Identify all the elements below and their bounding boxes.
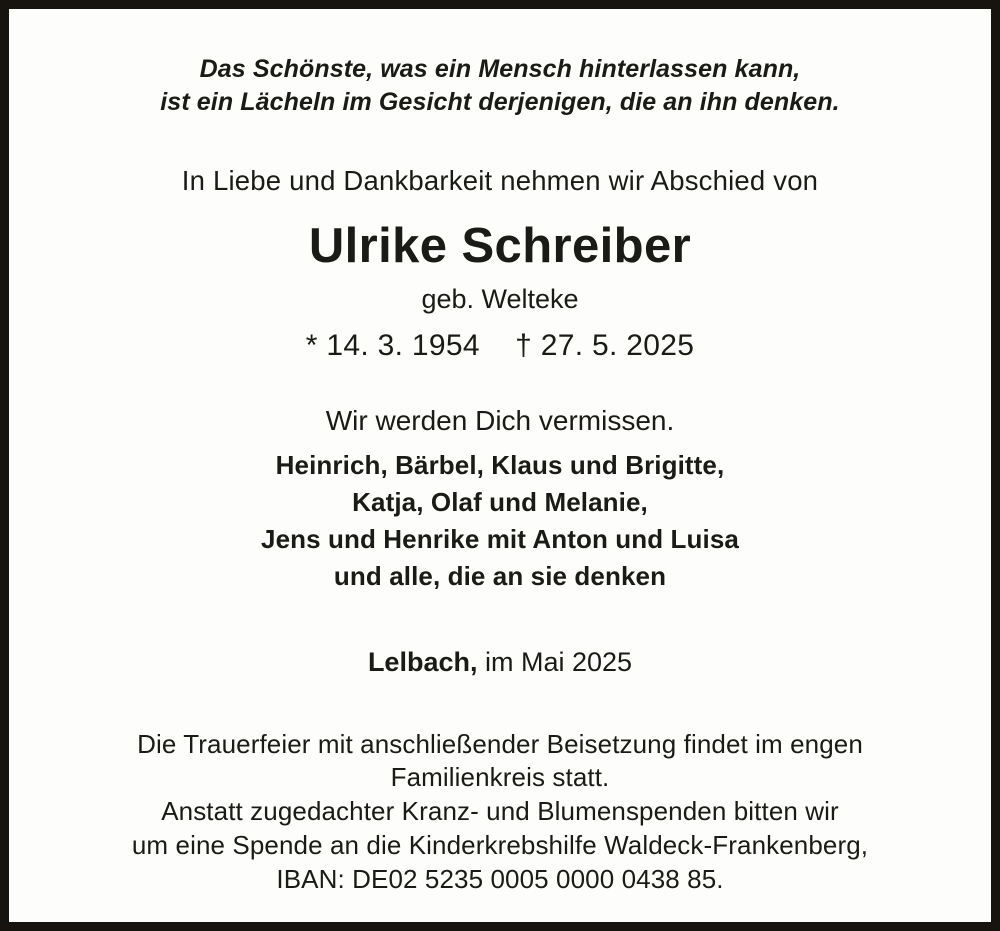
birth-date: * 14. 3. 1954 <box>305 329 480 362</box>
funeral-details <box>69 728 931 897</box>
life-dates <box>69 329 931 363</box>
quote-line-1: Das Schönste, was ein Mensch hinterlassen kann, <box>199 55 801 83</box>
quote-line-2: ist ein Lächeln im Gesicht derjenigen, die an ihn denken. <box>160 88 840 116</box>
survivor-line: und alle, die an sie denken <box>333 560 667 591</box>
memorial-quote <box>69 53 931 119</box>
footer-line: um eine Spende an die Kinderkrebshilfe Waldeck-Frankenberg, <box>131 830 869 861</box>
maiden-name: geb. Welteke <box>421 284 579 314</box>
notice-date: im Mai 2025 <box>484 646 633 677</box>
survivors-list <box>69 447 931 595</box>
footer-line: Anstatt zugedachter Kranz- und Blumenspenden bitten wir <box>161 796 839 827</box>
death-date: † 27. 5. 2025 <box>515 329 695 362</box>
place-and-date <box>69 647 931 678</box>
place-name: Lelbach, <box>367 646 478 677</box>
survivor-line: Katja, Olaf und Melanie, <box>352 486 648 517</box>
footer-line: IBAN: DE02 5235 0005 0000 0438 85. <box>276 863 724 894</box>
survivor-line: Jens und Henrike mit Anton und Luisa <box>261 523 739 554</box>
footer-line: Familienkreis statt. <box>390 762 610 793</box>
survivor-line: Heinrich, Bärbel, Klaus und Brigitte, <box>275 450 725 480</box>
footer-line: Die Trauerfeier mit anschließender Beisetzung findet im engen <box>137 728 863 759</box>
intro-text: In Liebe und Dankbarkeit nehmen wir Abschied von <box>181 165 819 196</box>
farewell-text: Wir werden Dich vermissen. <box>325 405 675 436</box>
deceased-name: Ulrike Schreiber <box>308 219 692 273</box>
